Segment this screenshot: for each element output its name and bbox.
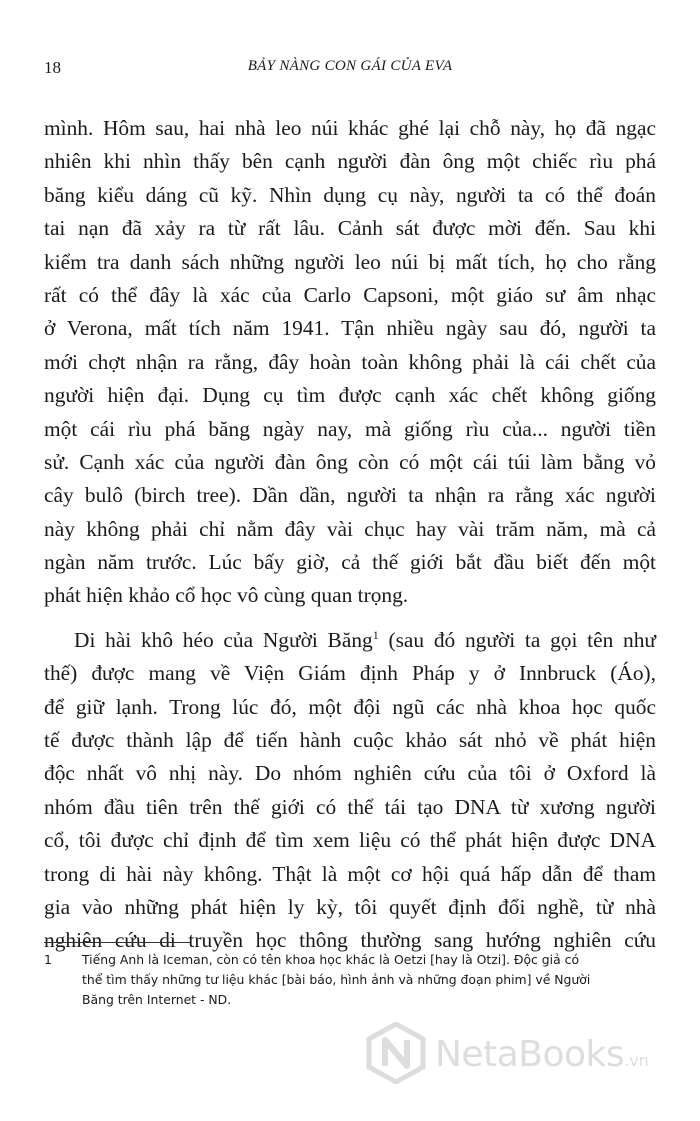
watermark-suffix: .vn <box>624 1051 649 1070</box>
text-line <box>44 624 656 657</box>
page-header <box>44 58 656 82</box>
footnote-line: Băng trên Internet - ND. <box>82 992 232 1007</box>
footnote-line: thể tìm thấy những tư liệu khác [bài báo, hình ảnh và những đoạn phim] về Người <box>82 972 591 987</box>
text-line: sử. Cạnh xác của người đàn ông còn có một cái túi làm bằng vỏ <box>44 449 656 474</box>
text-line: ở Verona, mất tích năm 1941. Tận nhiều ngày sau đó, người ta <box>44 316 656 341</box>
text-line: băng kiểu dáng cũ kỹ. Nhìn dụng cụ này, người ta có thể đoán <box>44 182 656 207</box>
page-number: 18 <box>44 58 61 77</box>
text-line: để giữ lạnh. Trong lúc đó, một đội ngũ các nhà khoa học quốc <box>44 694 656 719</box>
text-line: một cái rìu phá băng ngày nay, mà giống rìu của... người tiền <box>44 416 656 441</box>
text-line: tai nạn đã xảy ra từ rất lâu. Cảnh sát được mời đến. Sau khi <box>44 216 656 241</box>
text-line: ngàn năm trước. Lúc bấy giờ, cả thế giới bắt đầu biết đến một <box>44 550 656 575</box>
text-line: nhóm đầu tiên trên thế giới có thể tái tạo DNA từ xương người <box>44 794 656 819</box>
text-line: nhiên khi nhìn thấy bên cạnh người đàn ông một chiếc rìu phá <box>44 149 656 174</box>
netabooks-logo-icon <box>365 1022 427 1084</box>
text-line: độc nhất vô nhị này. Do nhóm nghiên cứu của tôi ở Oxford là <box>44 761 656 786</box>
text-line: người hiện đại. Dụng cụ tìm được cạnh xác chết không giống <box>44 383 656 408</box>
text-line: nghiên cứu di truyền học thông thường sang hướng nghiên cứu <box>44 928 656 953</box>
text-line: phát hiện khảo cổ học vô cùng quan trọng. <box>44 583 409 608</box>
text-line: này không phải chỉ nằm đây vài chục hay vài trăm năm, mà cả <box>44 516 656 541</box>
paragraph-1 <box>44 112 656 613</box>
text-line: rất có thể đây là xác của Carlo Capsoni, một giáo sư âm nhạc <box>44 282 656 307</box>
text-line: cây bulô (birch tree). Dần dần, người ta nhận ra rằng xác người <box>44 483 656 508</box>
footnote-line: Tiếng Anh là Iceman, còn có tên khoa học khác là Oetzi [hay là Otzi]. Độc giả có <box>82 952 580 967</box>
footnote-reference[interactable]: 1 <box>372 627 379 642</box>
footnote-text <box>82 950 656 1010</box>
footnote-divider <box>44 942 190 943</box>
text-line: mình. Hôm sau, hai nhà leo núi khác ghé lại chỗ này, họ đã ngạc <box>44 116 656 140</box>
footnote <box>44 950 656 1010</box>
text-segment: (sau đó người ta gọi tên như <box>378 627 656 652</box>
body-text <box>44 112 656 958</box>
running-title: BẢY NÀNG CON GÁI CỦA EVA <box>247 58 453 74</box>
watermark-text <box>435 1034 649 1075</box>
text-line: mới chợt nhận ra rằng, đây hoàn toàn không phải là cái chết của <box>44 349 656 374</box>
paragraph-2 <box>44 624 656 958</box>
text-line: cổ, tôi được chỉ định để tìm xem liệu có thể phát hiện được DNA <box>44 828 656 853</box>
watermark-brand: NetaBooks <box>435 1034 625 1075</box>
text-line: gia vào những phát hiện ly kỳ, tôi quyết định đổi nghề, từ nhà <box>44 894 656 919</box>
footnote-number: 1 <box>44 952 52 967</box>
text-line: kiểm tra danh sách những người leo núi bị mất tích, họ cho rằng <box>44 249 656 274</box>
text-segment: Di hài khô héo của Người Băng <box>74 627 373 652</box>
text-line: trong di hài này không. Thật là một cơ hội quá hấp dẫn để tham <box>44 861 656 886</box>
text-line: thế) được mang về Viện Giám định Pháp y ở Innbruck (Áo), <box>44 661 656 686</box>
text-line: tế được thành lập để tiến hành cuộc khảo sát nhỏ về phát hiện <box>44 728 656 753</box>
watermark <box>365 1022 685 1092</box>
